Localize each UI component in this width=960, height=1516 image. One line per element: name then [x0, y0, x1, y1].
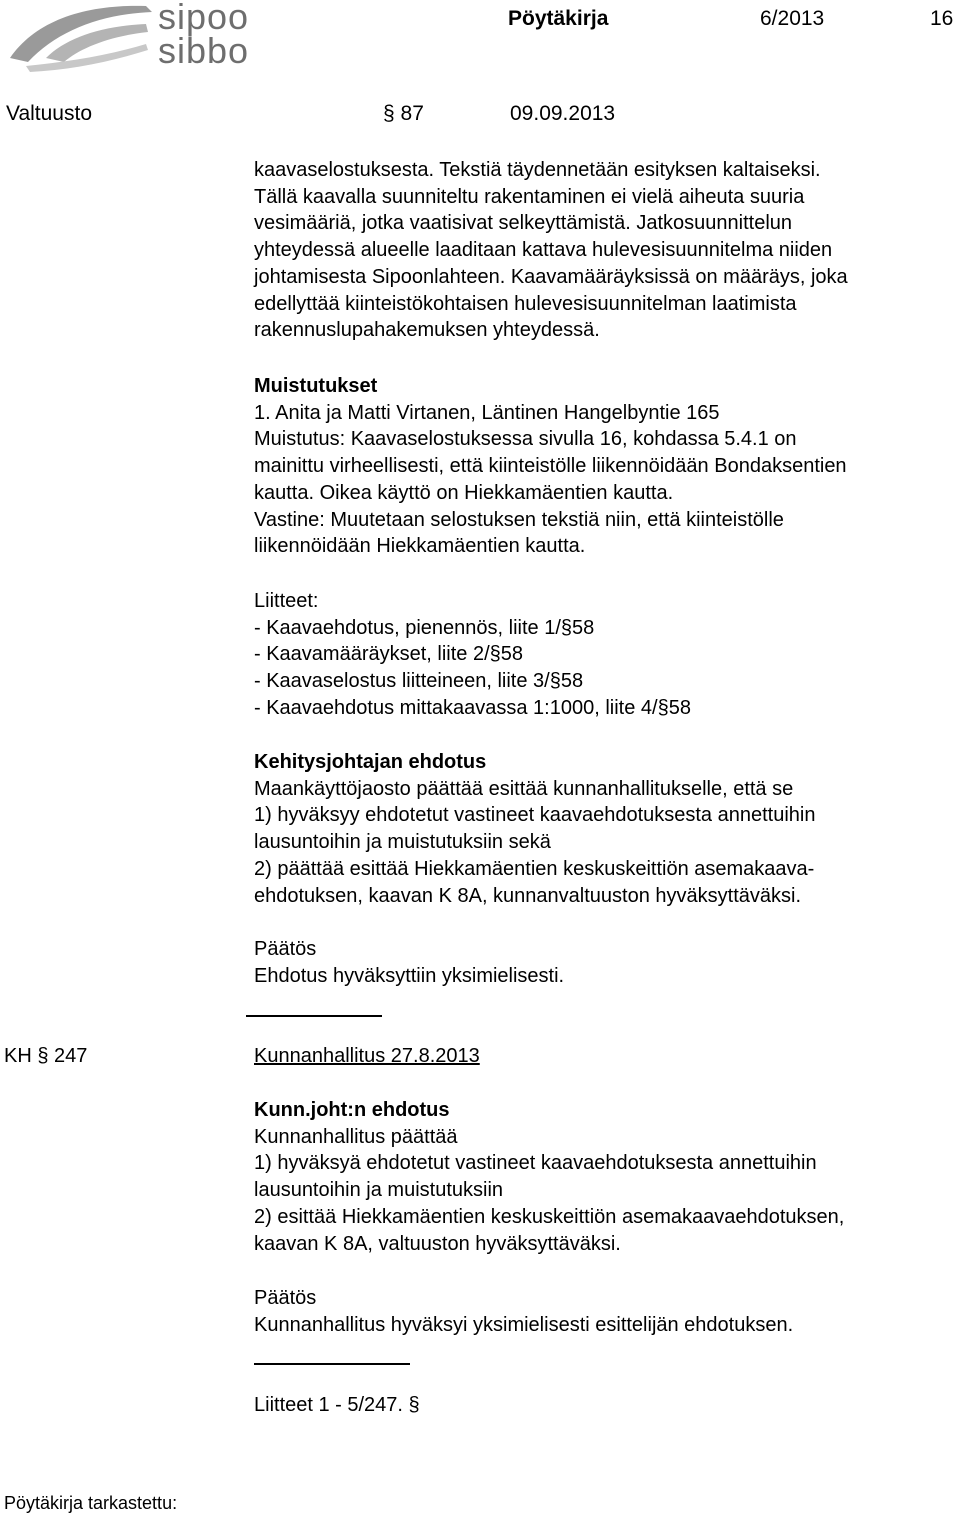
kh-proposal-section	[254, 1097, 954, 1257]
text-line: johtamisesta Sipoonlahteen. Kaavamääräyksissä on määräys, joka	[254, 265, 848, 288]
text-line: kautta. Oikea käyttö on Hiekkamäentien kautta.	[254, 481, 674, 504]
logo-swoosh-icon	[6, 0, 156, 72]
separator-line	[246, 1015, 382, 1017]
text-line: liikennöidään Hiekkamäentien kautta.	[254, 535, 586, 558]
remarks-section	[254, 373, 954, 560]
text-line: Muistutus: Kaavaselostuksessa sivulla 16, kohdassa 5.4.1 on	[254, 428, 797, 451]
kh-proposal-heading: Kunn.joht:n ehdotus	[254, 1099, 450, 1121]
attachment-item: - Kaavamääräykset, liite 2/§58	[254, 643, 524, 666]
attachment-item: - Kaavaehdotus mittakaavassa 1:1000, liite 4/§58	[254, 696, 691, 719]
decision-heading: Päätös	[254, 938, 317, 960]
text-line: kaavaselostuksesta. Tekstiä täydennetään esityksen kaltaiseksi.	[254, 159, 821, 181]
text-line: vesimääriä, jotka vaatisivat selkeyttämistä. Jatkosuunnittelun	[254, 212, 793, 235]
doc-number: 6/2013	[760, 7, 825, 30]
meeting-body: Valtuusto	[6, 102, 92, 125]
decision-section	[254, 936, 954, 989]
logo-text-sipoo: sipoo	[158, 0, 250, 37]
footer-attachments: Liitteet 1 - 5/247. §	[254, 1394, 420, 1416]
text-line: 2) päättää esittää Hiekkamäentien keskuskeittiön asemakaava-	[254, 857, 815, 880]
text-line: yhteydessä alueelle laaditaan kattava hulevesisuunnitelma niiden	[254, 239, 833, 262]
text-line: 2) esittää Hiekkamäentien keskuskeittiön asemakaavaehdotuksen,	[254, 1205, 845, 1228]
kh-section-label: KH § 247	[4, 1045, 88, 1067]
footer-text: Pöytäkirja tarkastettu:	[4, 1493, 178, 1513]
decision-text: Ehdotus hyväksyttiin yksimielisesti.	[254, 964, 565, 987]
text-line: mainittu virheellisesti, että kiinteistölle liikennöidään Bondaksentien	[254, 455, 847, 478]
separator-line	[254, 1363, 410, 1365]
attachments-section	[254, 588, 954, 722]
text-line: lausuntoihin ja muistutuksiin	[254, 1179, 504, 1202]
attachments-heading: Liitteet:	[254, 590, 319, 612]
attachment-item: - Kaavaselostus liitteineen, liite 3/§58	[254, 670, 584, 693]
text-line: rakennuslupahakemuksen yhteydessä.	[254, 319, 600, 342]
section-number: § 87	[383, 102, 424, 125]
text-line: Vastine: Muutetaan selostuksen tekstiä niin, että kiinteistölle	[254, 508, 784, 531]
kh-meeting: Kunnanhallitus 27.8.2013	[254, 1045, 480, 1067]
text-line: lausuntoihin ja muistutuksiin sekä	[254, 831, 551, 854]
page-number: 16	[930, 7, 954, 30]
text-line: ehdotuksen, kaavan K 8A, kunnanvaltuuston hyväksyttäväksi.	[254, 884, 802, 907]
text-line: Tällä kaavalla suunniteltu rakentaminen ei vielä aiheuta suuria	[254, 185, 805, 208]
remarks-heading: Muistutukset	[254, 375, 378, 397]
text-line: Kunnanhallitus päättää	[254, 1125, 458, 1148]
intro-paragraph	[254, 157, 954, 344]
kh-decision-section	[254, 1285, 954, 1338]
proposal-heading: Kehitysjohtajan ehdotus	[254, 751, 487, 773]
proposal-section	[254, 749, 954, 909]
text-line: 1) hyväksyy ehdotetut vastineet kaavaehdotuksesta annettuihin	[254, 804, 816, 827]
text-line: 1) hyväksyä ehdotetut vastineet kaavaehdotuksesta annettuihin	[254, 1152, 817, 1175]
decision-heading: Päätös	[254, 1287, 317, 1309]
meeting-date: 09.09.2013	[510, 102, 616, 125]
text-line: kaavan K 8A, valtuuston hyväksyttäväksi.	[254, 1232, 621, 1255]
decision-text: Kunnanhallitus hyväksyi yksimielisesti esittelijän ehdotuksen.	[254, 1313, 794, 1336]
logo-text-sibbo: sibbo	[158, 30, 250, 71]
sipoo-sibbo-logo	[6, 0, 256, 72]
text-line: Maankäyttöjaosto päättää esittää kunnanhallitukselle, että se	[254, 777, 794, 800]
attachment-item: - Kaavaehdotus, pienennös, liite 1/§58	[254, 616, 595, 639]
text-line: 1. Anita ja Matti Virtanen, Läntinen Hangelbyntie 165	[254, 401, 720, 424]
text-line: edellyttää kiinteistökohtaisen hulevesisuunnitelman laatimista	[254, 292, 797, 315]
doc-type: Pöytäkirja	[508, 7, 609, 30]
